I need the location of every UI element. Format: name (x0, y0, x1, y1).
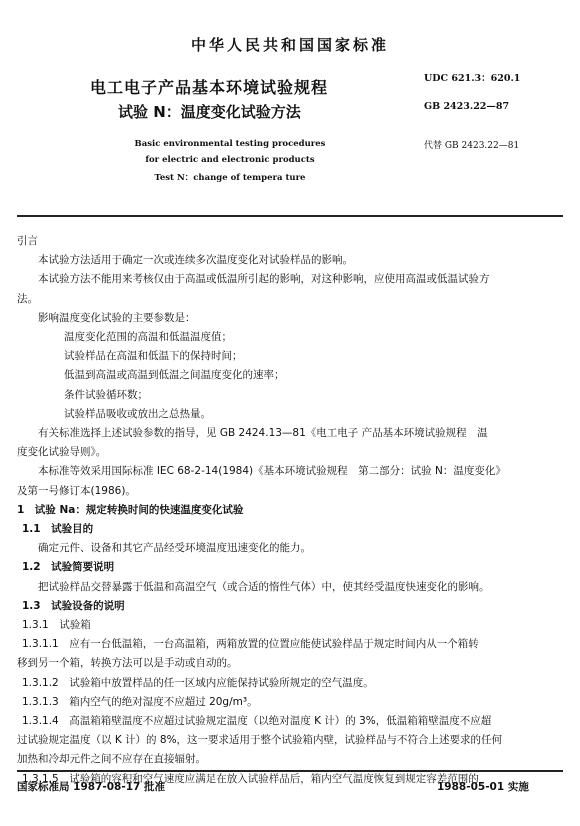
paragraph: 本标准等效采用国际标准 IEC 68-2-14(1984)《基本环境试验规程 第二部分：试验 N：温度变化》 (38, 465, 506, 478)
paragraph: 本试验方法适用于确定一次或连续多次温度变化对试验样品的影响。 (38, 254, 353, 267)
replaces-note: 代替 GB 2423.22—81 (424, 141, 520, 151)
paragraph: 有关标准选择上述试验参数的指导，见 GB 2424.13—81《电工电子 产品基本环境试验规程 温 (38, 427, 488, 440)
paragraph-continuation: 度变化试验导则》。 (17, 446, 107, 459)
param-item: 温度变化范围的高温和低温温度值； (64, 331, 232, 344)
clause-continuation: 加热和冷却元件之间不应存在直接辐射。 (17, 753, 206, 766)
paragraph: 把试验样品交替暴露于低温和高温空气（或合适的惰性气体）中，使其经受温度快速变化的影响。 (38, 580, 490, 593)
english-title-line1: Basic environmental testing procedures (134, 139, 326, 149)
gb-number: GB 2423.22—87 (424, 101, 510, 112)
clause: 1.3.1.3 箱内空气的绝对湿度不应超过 20g/m³。 (22, 695, 258, 708)
paragraph: 影响温度变化试验的主要参数是： (38, 311, 196, 324)
top-divider (17, 215, 563, 217)
clause: 1.3.1.4 高温箱箱壁温度不应超过试验规定温度（以绝对温度 K 计）的 3%，低温箱箱壁温度不应超 (22, 715, 492, 728)
english-title-line2: for electric and electronic products (145, 155, 315, 165)
clause-continuation: 过试验规定温度（以 K 计）的 8%，这一要求适用于整个试验箱内壁，试验样品与不符合上述要求的任何 (17, 734, 503, 747)
param-item: 试验样品在高温和低温下的保持时间； (64, 350, 243, 363)
clause: 1.3.1.2 试验箱中放置样品的任一区域内应能保持试验所规定的空气温度。 (22, 676, 374, 689)
clause-heading: 1.3.1 试验箱 (22, 619, 91, 632)
org-title: 中华人民共和国国家标准 (190, 36, 389, 54)
intro-heading: 引言 (17, 235, 38, 247)
section-heading: 1 试验 Na：规定转换时间的快速温度变化试验 (17, 503, 244, 516)
param-item: 低温到高温或高温到低温之间温度变化的速率； (64, 369, 285, 382)
clause: 1.3.1.5 试验箱的容积和空气速度应满足在放入试验样品后，箱内空气温度恢复到规定容差范围的 (22, 772, 479, 785)
paragraph: 确定元件、设备和其它产品经受环境温度迅速变化的能力。 (38, 542, 311, 555)
document-body (17, 232, 557, 789)
clause-continuation: 移到另一个箱，转换方法可以是手动或自动的。 (17, 657, 238, 670)
effective-date: 1988-05-01 实施 (437, 781, 529, 793)
param-item: 条件试验循环数； (64, 388, 148, 401)
paragraph-continuation: 法。 (17, 292, 38, 305)
param-item: 试验样品吸收或放出之总热量。 (64, 407, 211, 420)
approval-date: 国家标准局 1987-08-17 批准 (17, 781, 165, 793)
subsection-heading: 1.2 试验简要说明 (22, 561, 115, 574)
document-title-line1: 电工电子产品基本环境试验规程 (90, 78, 329, 97)
subsection-heading: 1.3 试验设备的说明 (22, 599, 125, 612)
paragraph-continuation: 及第一号修订本(1986)。 (17, 484, 136, 497)
english-title-line3: Test N：change of tempera ture (154, 173, 306, 183)
paragraph: 本试验方法不能用来考核仅由于高温或低温所引起的影响，对这种影响，应使用高温或低温试验方 (38, 273, 490, 286)
bottom-divider (17, 770, 563, 772)
udc-code: UDC 621.3：620.1 (424, 73, 521, 84)
subsection-heading: 1.1 试验目的 (22, 523, 94, 536)
document-title-line2: 试验 N：温度变化试验方法 (118, 103, 301, 121)
clause: 1.3.1.1 应有一台低温箱，一台高温箱，两箱放置的位置应能使试验样品于规定时间内从一个箱转 (22, 638, 479, 651)
